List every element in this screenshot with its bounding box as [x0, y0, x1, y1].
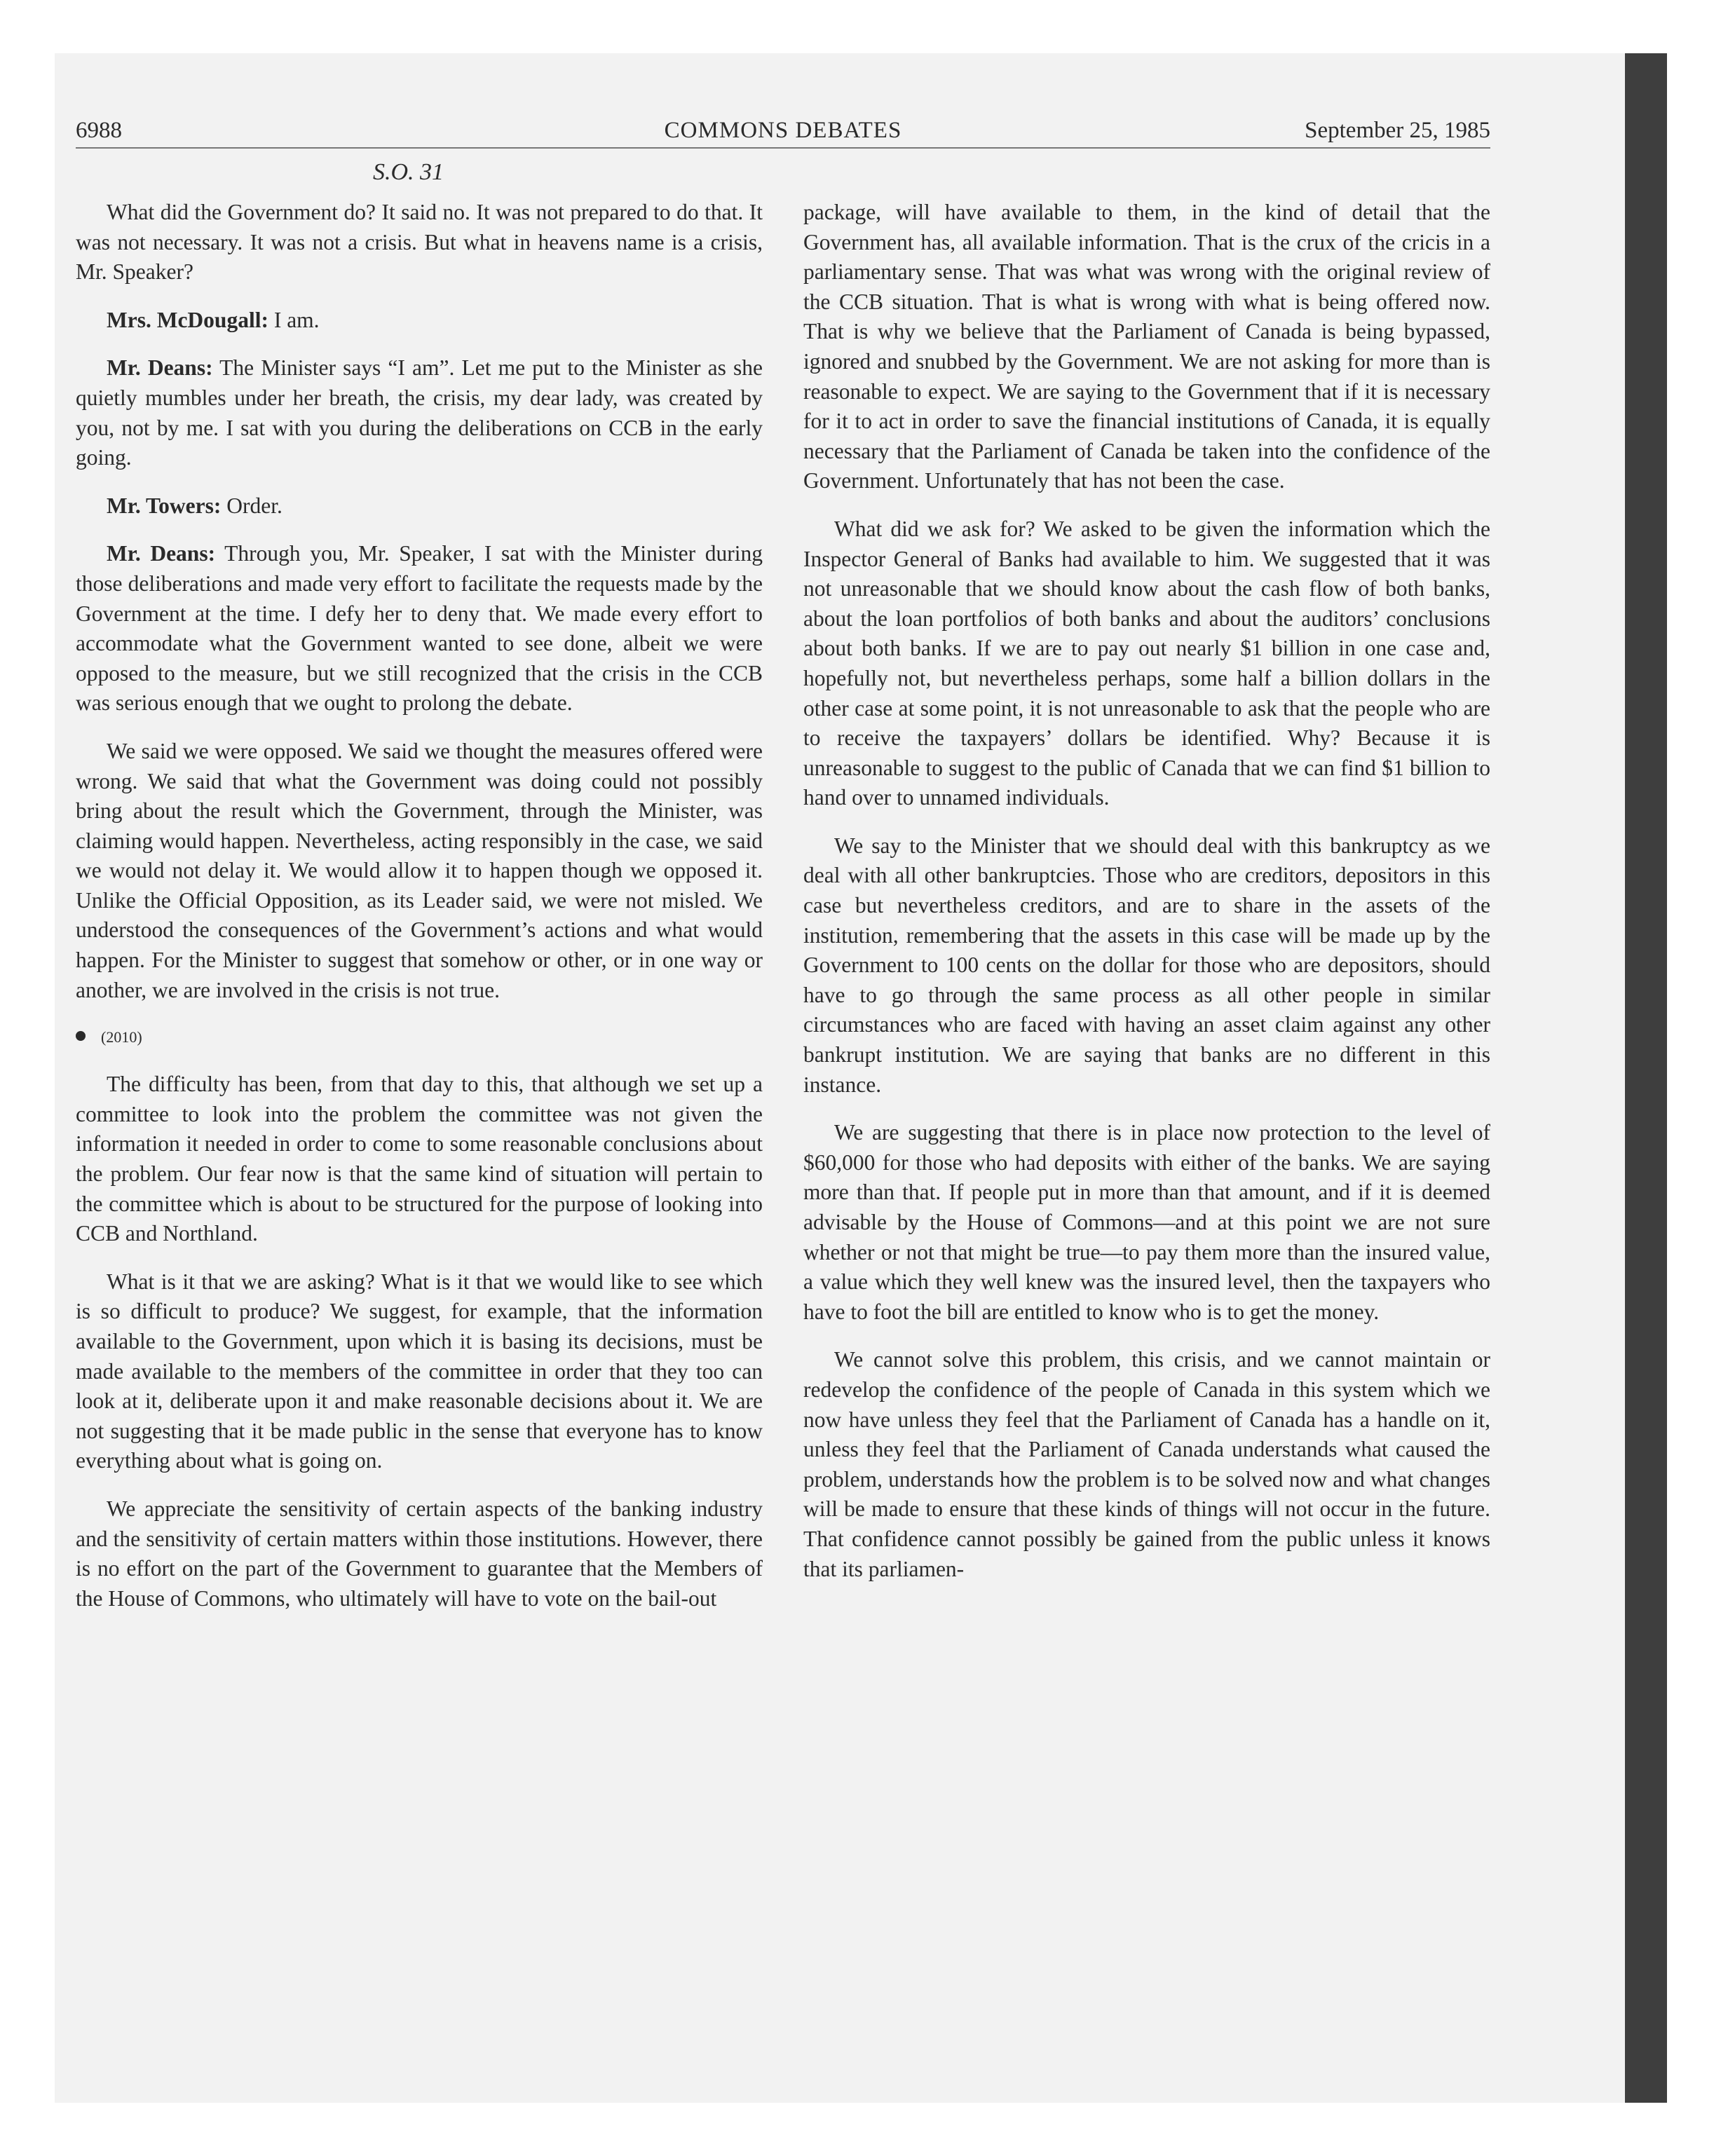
speech-paragraph [76, 491, 763, 521]
speaker-name: Mr. Deans: [107, 541, 216, 566]
header-date: September 25, 1985 [1305, 118, 1490, 143]
speech-text: I am. [268, 307, 320, 332]
standing-order-label: S.O. 31 [373, 159, 444, 185]
speech-text: The Minister says “I am”. Let me put to the Minister as she quietly mumbles under her breath, the crisis, my dear lady, was created by you, not by me. I sat with you during the deliberations on CCB in the early going. [76, 355, 763, 470]
paragraph-continued: package, will have available to them, in the kind of detail that the Government has, all available information. That is the crux of the cricis in a parliamentary sense. That was what was wrong with the original review of the CCB situation. That is what is wrong with what is being offered now. That is why we believe that the Parliament of Canada is being bypassed, ignored and snubbed by the Government. We are not asking for more than is reasonable to expect. We are saying to the Government that if it is necessary for it to act in order to save the financial institutions of Canada, it is equally necessary that the Parliament of Canada be taken into the confidence of the Government. Unfortunately that has not been the case. [803, 200, 1490, 493]
bullet-icon [76, 1031, 86, 1041]
speaker-name: Mr. Deans: [107, 355, 213, 381]
page-number: 6988 [76, 118, 122, 143]
paragraph: The difficulty has been, from that day to this, that although we set up a committee to look into the problem the committee was not given the information it needed in order to come to some reasonable conclusions about the problem. Our fear now is that the same kind of situation will pertain to the committee which is about to be structured for the purpose of looking into CCB and Northland. [76, 1072, 763, 1246]
time-marker [76, 1023, 763, 1051]
scan-edge-bar [1625, 53, 1667, 2103]
paragraph: We say to the Minister that we should deal with this bankruptcy as we deal with all other bankruptcies. Those who are creditors, depositors in this case but nevertheless creditors, and are to share in the assets of the institution, remembering that the assets in this case will be made up by the Government to 100 cents on the dollar for those who are depositors, should have to go through the same process as all other people in similar circumstances who are faced with having an asset claim against any other bankrupt institution. We are saying that banks are no different in this instance. [803, 833, 1490, 1097]
speech-text: Order. [221, 493, 283, 518]
speech-text: Through you, Mr. Speaker, I sat with the Minister during those deliberations and made very effort to facilitate the requests made by the Government at the time. I defy her to deny that. We made every effort to accommodate what the Government wanted to see done, albeit we were opposed to the measure, but we still recognized that the crisis in the CCB was serious enough that we ought to prolong the debate. [76, 541, 763, 716]
speech-paragraph [76, 306, 763, 336]
speech-paragraph [76, 539, 763, 718]
paragraph: What did we ask for? We asked to be given the information which the Inspector General of Banks had available to him. We suggested that it was not unreasonable that we should know about the cash flow of both banks, about the loan portfolios of both banks and about the auditors’ conclusions about both banks. If we are to pay out nearly $1 billion in one case and, hopefully not, but nevertheless perhaps, some half a billion dollars in the other case at some point, it is not unreasonable to ask that the people who are to receive the taxpayers’ dollars be identified. Why? Because it is unreasonable to suggest to the public of Canada that we can find $1 billion to hand over to unnamed individuals. [803, 516, 1490, 810]
speech-paragraph [76, 353, 763, 472]
paragraph: What is it that we are asking? What is it that we would like to see which is so difficult to produce? We suggest, for example, that the information available to the Government, upon which it is basing its decisions, must be made available to the members of the committee in order that they too can look at it, deliberate upon it and make reasonable decisions about it. We are not suggesting that it be made public in the sense that everyone has to know everything about what is going on. [76, 1269, 763, 1473]
page-header [76, 107, 1490, 149]
time-marker-text: (2010) [101, 1028, 142, 1046]
speaker-name: Mr. Towers: [107, 493, 222, 518]
paragraph: What did the Government do? It said no. It was not prepared to do that. It was not necessary. It was not a crisis. But what in heavens name is a crisis, Mr. Speaker? [76, 200, 763, 285]
running-title: COMMONS DEBATES [664, 118, 902, 143]
paragraph: We cannot solve this problem, this crisis, and we cannot maintain or redevelop the confidence of the people of Canada in this system which we now have unless they feel that the Parliament of Canada has a handle on it, unless they feel that the Parliament of Canada understands what caused the problem, understands how the problem is to be solved now and what changes will be made to ensure that these kinds of things will not occur in the future. That confidence cannot possibly be gained from the public unless it knows that its parliamen- [803, 1347, 1490, 1581]
speaker-name: Mrs. McDougall: [107, 307, 268, 332]
paragraph: We appreciate the sensitivity of certain aspects of the banking industry and the sensitivity of certain matters within those institutions. However, there is no effort on the part of the Government to guarantee that the Members of the House of Commons, who ultimately will have to vote on the bail-out [76, 1496, 763, 1611]
right-column [803, 198, 1490, 1602]
left-column [76, 198, 763, 1632]
paragraph: We said we were opposed. We said we thought the measures offered were wrong. We said that what the Government was doing could not possibly bring about the result which the Government, through the Minister, was claiming would happen. Nevertheless, acting responsibly in the case, we said we would not delay it. We would allow it to happen though we opposed it. Unlike the Official Opposition, as its Leader said, we were not misled. We understood the consequences of the Government’s actions and what would happen. For the Minister to suggest that somehow or other, or in one way or another, we are involved in the crisis is not true. [76, 738, 763, 1002]
paragraph: We are suggesting that there is in place now protection to the level of $60,000 for those who had deposits with either of the banks. We are saying more than that. If people put in more than that amount, and if it is deemed advisable by the House of Commons—and at this point we are not sure whether or not that might be true—to pay them more than the insured value, a value which they well knew was the insured level, then the taxpayers who have to foot the bill are entitled to know who is to get the money. [803, 1120, 1490, 1324]
